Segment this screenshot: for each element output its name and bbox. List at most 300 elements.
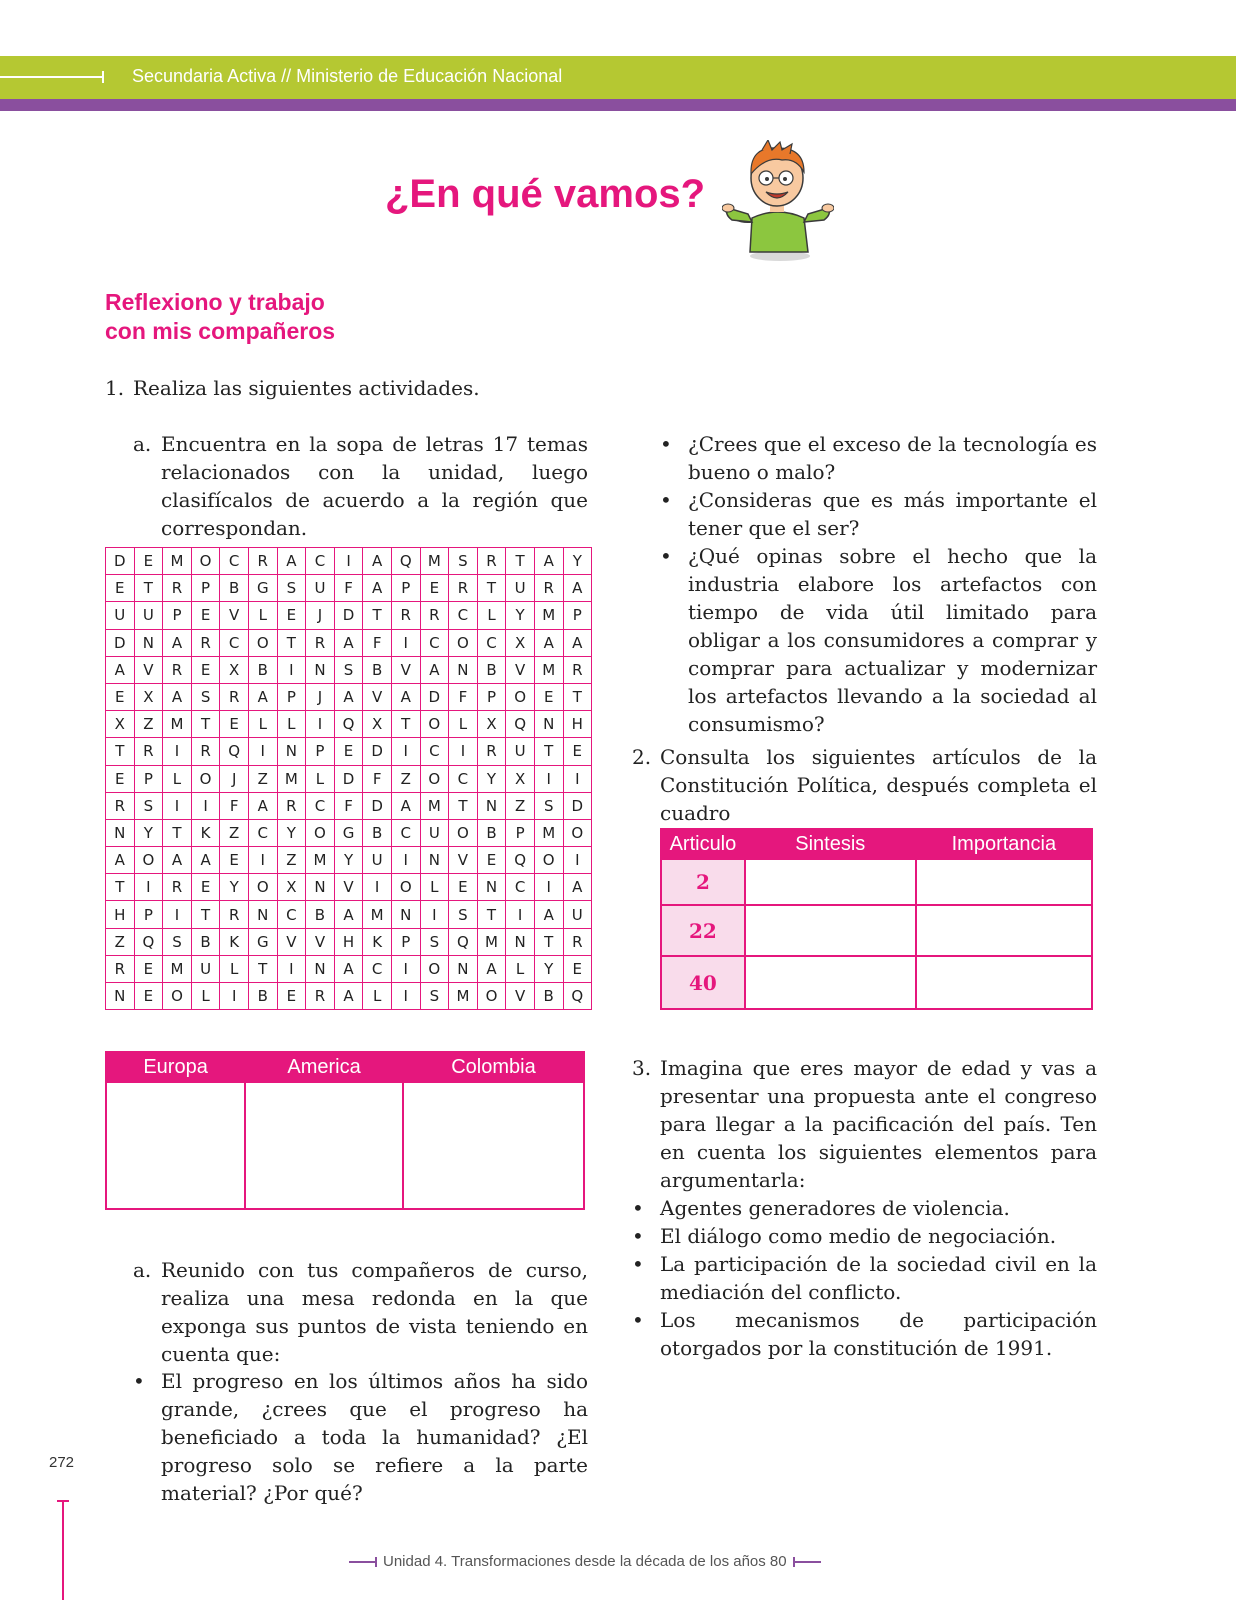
word-search-cell[interactable]: S [534, 792, 563, 819]
word-search-cell[interactable]: R [220, 901, 249, 928]
word-search-cell[interactable]: L [163, 765, 192, 792]
word-search-cell[interactable]: S [334, 656, 363, 683]
word-search-cell[interactable]: V [506, 983, 535, 1010]
word-search-cell[interactable]: C [477, 629, 506, 656]
word-search-cell[interactable]: X [277, 874, 306, 901]
article-sintesis-cell[interactable] [745, 905, 916, 956]
word-search-cell[interactable]: E [534, 683, 563, 710]
word-search-cell[interactable]: I [363, 874, 392, 901]
word-search-cell[interactable]: R [191, 738, 220, 765]
word-search-cell[interactable]: O [563, 819, 592, 846]
word-search-cell[interactable]: I [506, 901, 535, 928]
word-search-cell[interactable]: Q [506, 711, 535, 738]
word-search-cell[interactable]: D [563, 792, 592, 819]
word-search-cell[interactable]: L [477, 602, 506, 629]
word-search-cell[interactable]: A [334, 629, 363, 656]
word-search-cell[interactable]: H [106, 901, 135, 928]
word-search-cell[interactable]: U [191, 955, 220, 982]
word-search-cell[interactable]: D [334, 602, 363, 629]
word-search-cell[interactable]: E [134, 983, 163, 1010]
word-search-cell[interactable]: T [506, 548, 535, 575]
word-search-cell[interactable]: T [477, 575, 506, 602]
word-search-cell[interactable]: O [477, 983, 506, 1010]
word-search-cell[interactable]: K [363, 928, 392, 955]
word-search-cell[interactable]: R [477, 548, 506, 575]
word-search-cell[interactable]: I [391, 738, 420, 765]
word-search-cell[interactable]: R [306, 983, 335, 1010]
word-search-cell[interactable]: A [248, 683, 277, 710]
word-search-cell[interactable]: R [106, 792, 135, 819]
word-search-cell[interactable]: Z [134, 711, 163, 738]
word-search-cell[interactable]: H [334, 928, 363, 955]
word-search-cell[interactable]: E [563, 738, 592, 765]
word-search-cell[interactable]: H [563, 711, 592, 738]
word-search-cell[interactable]: M [420, 548, 449, 575]
word-search-cell[interactable]: Y [534, 955, 563, 982]
word-search-cell[interactable]: M [163, 548, 192, 575]
word-search-cell[interactable]: I [563, 847, 592, 874]
word-search-cell[interactable]: P [277, 683, 306, 710]
word-search-cell[interactable]: Y [477, 765, 506, 792]
word-search-cell[interactable]: N [420, 847, 449, 874]
word-search-cell[interactable]: P [134, 901, 163, 928]
word-search-cell[interactable]: I [277, 656, 306, 683]
word-search-cell[interactable]: P [191, 575, 220, 602]
word-search-cell[interactable]: N [477, 874, 506, 901]
word-search-cell[interactable]: Z [106, 928, 135, 955]
word-search-cell[interactable]: Y [220, 874, 249, 901]
word-search-cell[interactable]: N [306, 874, 335, 901]
word-search-cell[interactable]: A [534, 629, 563, 656]
word-search-cell[interactable]: B [220, 575, 249, 602]
word-search-cell[interactable]: V [506, 656, 535, 683]
word-search-cell[interactable]: S [449, 901, 478, 928]
word-search-cell[interactable]: Q [220, 738, 249, 765]
word-search-cell[interactable]: E [191, 602, 220, 629]
word-search-cell[interactable]: G [248, 575, 277, 602]
word-search-cell[interactable]: R [163, 575, 192, 602]
word-search-cell[interactable]: D [106, 629, 135, 656]
word-search-cell[interactable]: C [220, 548, 249, 575]
word-search-cell[interactable]: P [506, 819, 535, 846]
word-search-cell[interactable]: I [191, 792, 220, 819]
word-search-cell[interactable]: E [477, 847, 506, 874]
word-search-cell[interactable]: Y [334, 847, 363, 874]
word-search-cell[interactable]: U [363, 847, 392, 874]
word-search-cell[interactable]: D [363, 738, 392, 765]
word-search-cell[interactable]: Y [134, 819, 163, 846]
word-search-cell[interactable]: X [363, 711, 392, 738]
word-search-cell[interactable]: M [163, 711, 192, 738]
word-search-cell[interactable]: X [506, 765, 535, 792]
word-search-cell[interactable]: P [563, 602, 592, 629]
word-search-cell[interactable]: U [306, 575, 335, 602]
word-search-cell[interactable]: O [191, 765, 220, 792]
word-search-cell[interactable]: T [106, 738, 135, 765]
word-search-cell[interactable]: C [506, 874, 535, 901]
word-search-cell[interactable]: B [191, 928, 220, 955]
word-search-cell[interactable]: C [363, 955, 392, 982]
word-search-cell[interactable]: I [534, 874, 563, 901]
word-search-cell[interactable]: I [134, 874, 163, 901]
word-search-cell[interactable]: M [277, 765, 306, 792]
word-search-cell[interactable]: S [449, 548, 478, 575]
word-search-cell[interactable]: T [163, 819, 192, 846]
word-search-cell[interactable]: A [106, 847, 135, 874]
word-search-cell[interactable]: L [420, 874, 449, 901]
word-search-cell[interactable]: I [449, 738, 478, 765]
word-search-cell[interactable]: X [477, 711, 506, 738]
word-search-cell[interactable]: E [220, 847, 249, 874]
word-search-cell[interactable]: O [449, 629, 478, 656]
word-search-cell[interactable]: O [420, 955, 449, 982]
word-search-cell[interactable]: R [534, 575, 563, 602]
word-search-cell[interactable]: N [134, 629, 163, 656]
word-search-cell[interactable]: A [163, 683, 192, 710]
word-search-cell[interactable]: Q [506, 847, 535, 874]
word-search-cell[interactable]: S [134, 792, 163, 819]
word-search-cell[interactable]: M [477, 928, 506, 955]
word-search-cell[interactable]: T [248, 955, 277, 982]
word-search-cell[interactable]: A [563, 629, 592, 656]
word-search-cell[interactable]: I [248, 738, 277, 765]
word-search-cell[interactable]: T [449, 792, 478, 819]
word-search-cell[interactable]: U [506, 738, 535, 765]
word-search-cell[interactable]: O [163, 983, 192, 1010]
word-search-cell[interactable]: R [220, 683, 249, 710]
word-search-cell[interactable]: P [306, 738, 335, 765]
word-search-cell[interactable]: E [334, 738, 363, 765]
word-search-cell[interactable]: E [134, 548, 163, 575]
word-search-cell[interactable]: T [363, 602, 392, 629]
word-search-cell[interactable]: R [191, 629, 220, 656]
word-search-cell[interactable]: N [477, 792, 506, 819]
word-search-cell[interactable]: A [420, 656, 449, 683]
word-search-cell[interactable]: T [191, 901, 220, 928]
word-search-cell[interactable]: Q [449, 928, 478, 955]
region-cell-europa[interactable] [106, 1082, 245, 1209]
word-search-cell[interactable]: T [563, 683, 592, 710]
word-search-cell[interactable]: T [534, 928, 563, 955]
word-search-cell[interactable]: E [220, 711, 249, 738]
word-search-cell[interactable]: A [363, 548, 392, 575]
word-search-cell[interactable]: F [334, 792, 363, 819]
word-search-cell[interactable]: I [391, 847, 420, 874]
word-search-cell[interactable]: T [277, 629, 306, 656]
word-search-cell[interactable]: I [391, 983, 420, 1010]
word-search-cell[interactable]: A [334, 983, 363, 1010]
word-search-cell[interactable]: S [191, 683, 220, 710]
word-search-cell[interactable]: A [248, 792, 277, 819]
word-search-cell[interactable]: N [306, 656, 335, 683]
word-search-cell[interactable]: E [106, 683, 135, 710]
word-search-cell[interactable]: O [506, 683, 535, 710]
word-search-cell[interactable]: I [420, 901, 449, 928]
word-search-cell[interactable]: A [391, 792, 420, 819]
word-search-cell[interactable]: A [334, 955, 363, 982]
word-search-cell[interactable]: M [163, 955, 192, 982]
word-search-cell[interactable]: C [306, 792, 335, 819]
word-search-cell[interactable]: V [391, 656, 420, 683]
word-search-cell[interactable]: Q [134, 928, 163, 955]
word-search-cell[interactable]: F [363, 629, 392, 656]
word-search-cell[interactable]: A [163, 847, 192, 874]
word-search-cell[interactable]: M [449, 983, 478, 1010]
word-search-cell[interactable]: O [449, 819, 478, 846]
word-search-cell[interactable]: I [277, 955, 306, 982]
word-search-cell[interactable]: I [220, 983, 249, 1010]
word-search-cell[interactable]: Z [277, 847, 306, 874]
word-search-cell[interactable]: T [191, 711, 220, 738]
word-search-cell[interactable]: I [163, 738, 192, 765]
word-search-cell[interactable]: A [563, 575, 592, 602]
word-search-cell[interactable]: V [334, 874, 363, 901]
word-search-cell[interactable]: E [420, 575, 449, 602]
word-search-cell[interactable]: R [163, 656, 192, 683]
word-search-cell[interactable]: I [534, 765, 563, 792]
word-search-cell[interactable]: R [449, 575, 478, 602]
word-search-cell[interactable]: P [477, 683, 506, 710]
word-search-cell[interactable]: T [477, 901, 506, 928]
article-importancia-cell[interactable] [916, 956, 1092, 1009]
word-search-cell[interactable]: Q [334, 711, 363, 738]
word-search-cell[interactable]: I [163, 901, 192, 928]
word-search-cell[interactable]: T [106, 874, 135, 901]
word-search-cell[interactable]: E [277, 602, 306, 629]
word-search-cell[interactable]: E [134, 955, 163, 982]
word-search-cell[interactable]: N [449, 656, 478, 683]
word-search-cell[interactable]: E [191, 874, 220, 901]
word-search-cell[interactable]: N [534, 711, 563, 738]
word-search-cell[interactable]: N [248, 901, 277, 928]
word-search-cell[interactable]: F [363, 765, 392, 792]
right-bullet-item [660, 542, 1097, 738]
word-search-cell[interactable]: E [563, 955, 592, 982]
word-search-cell[interactable]: L [277, 711, 306, 738]
region-cell-colombia[interactable] [403, 1082, 584, 1209]
word-search-cell[interactable]: R [420, 602, 449, 629]
word-search-cell[interactable]: P [134, 765, 163, 792]
word-search-cell[interactable]: B [477, 656, 506, 683]
word-search-cell[interactable]: M [534, 602, 563, 629]
word-search-cell[interactable]: C [306, 548, 335, 575]
word-search-cell[interactable]: O [134, 847, 163, 874]
word-search-cell[interactable]: L [449, 711, 478, 738]
word-search-cell[interactable]: C [277, 901, 306, 928]
word-search-cell[interactable]: C [220, 629, 249, 656]
word-search-cell[interactable]: V [306, 928, 335, 955]
word-search-cell[interactable]: L [248, 602, 277, 629]
word-search-cell[interactable]: P [391, 928, 420, 955]
word-search-cell[interactable]: N [277, 738, 306, 765]
word-search-cell[interactable]: I [306, 711, 335, 738]
word-search-cell[interactable]: I [248, 847, 277, 874]
word-search-cell[interactable]: A [391, 683, 420, 710]
word-search-cell[interactable]: V [277, 928, 306, 955]
word-search-cell[interactable]: R [277, 792, 306, 819]
word-search-cell[interactable]: T [134, 575, 163, 602]
section-heading-line2: con mis compañeros [105, 318, 336, 344]
word-search-cell[interactable]: C [420, 629, 449, 656]
word-search-cell[interactable]: O [306, 819, 335, 846]
article-sintesis-cell[interactable] [745, 859, 916, 905]
word-search-cell[interactable]: C [449, 602, 478, 629]
word-search-cell[interactable]: E [449, 874, 478, 901]
word-search-cell[interactable]: A [191, 847, 220, 874]
word-search-cell[interactable]: D [334, 765, 363, 792]
word-search-cell[interactable]: K [191, 819, 220, 846]
word-search-cell[interactable]: A [563, 874, 592, 901]
word-search-cell[interactable]: A [334, 683, 363, 710]
word-search-cell[interactable]: D [363, 792, 392, 819]
word-search-cell[interactable]: O [420, 765, 449, 792]
word-search-cell[interactable]: Y [506, 602, 535, 629]
word-search-cell[interactable]: N [306, 955, 335, 982]
word-search-cell[interactable]: M [534, 819, 563, 846]
word-search-cell[interactable]: Q [563, 983, 592, 1010]
word-search-cell[interactable]: N [106, 983, 135, 1010]
word-search-cell[interactable]: R [477, 738, 506, 765]
word-search-cell[interactable]: U [506, 575, 535, 602]
word-search-cell[interactable]: O [248, 629, 277, 656]
word-search-cell[interactable]: D [420, 683, 449, 710]
word-search-cell[interactable]: G [248, 928, 277, 955]
word-search-cell[interactable]: R [106, 955, 135, 982]
word-search-cell[interactable]: S [163, 928, 192, 955]
word-search-cell[interactable]: A [534, 548, 563, 575]
word-search-cell[interactable]: E [106, 765, 135, 792]
word-search-cell[interactable]: R [563, 928, 592, 955]
word-search-cell[interactable]: C [248, 819, 277, 846]
word-search-cell[interactable]: X [134, 683, 163, 710]
word-search-cell[interactable]: I [391, 629, 420, 656]
word-search-cell[interactable]: Z [391, 765, 420, 792]
word-search-cell[interactable]: Z [506, 792, 535, 819]
word-search-cell[interactable]: P [391, 575, 420, 602]
word-search-cell[interactable]: E [277, 983, 306, 1010]
word-search-cell[interactable]: B [306, 901, 335, 928]
word-search-cell[interactable]: L [306, 765, 335, 792]
word-search-cell[interactable]: I [563, 765, 592, 792]
word-search-cell[interactable]: U [563, 901, 592, 928]
word-search-cell[interactable]: L [220, 955, 249, 982]
word-search-cell[interactable]: X [506, 629, 535, 656]
word-search-cell[interactable]: X [106, 711, 135, 738]
word-search-cell[interactable]: S [420, 928, 449, 955]
word-search-cell[interactable]: O [534, 847, 563, 874]
word-search-cell[interactable]: Z [220, 819, 249, 846]
word-search-cell[interactable]: E [106, 575, 135, 602]
article-importancia-cell[interactable] [916, 859, 1092, 905]
word-search-cell[interactable]: I [163, 792, 192, 819]
word-search-cell[interactable]: U [106, 602, 135, 629]
word-search-cell[interactable]: A [534, 901, 563, 928]
word-search-cell[interactable]: Y [277, 819, 306, 846]
word-search-cell[interactable]: S [277, 575, 306, 602]
word-search-cell[interactable]: N [449, 955, 478, 982]
word-search-cell[interactable]: A [163, 629, 192, 656]
word-search-cell[interactable]: F [449, 683, 478, 710]
word-search-cell[interactable]: L [363, 983, 392, 1010]
word-search-cell[interactable]: A [363, 575, 392, 602]
word-search-cell[interactable]: N [506, 928, 535, 955]
word-search-cell[interactable]: O [391, 874, 420, 901]
word-search-cell[interactable]: K [220, 928, 249, 955]
word-search-cell[interactable]: M [363, 901, 392, 928]
word-search-cell[interactable]: C [420, 738, 449, 765]
word-search-cell[interactable]: R [248, 548, 277, 575]
word-search-cell[interactable]: G [334, 819, 363, 846]
region-cell-america[interactable] [245, 1082, 403, 1209]
word-search-cell[interactable]: A [277, 548, 306, 575]
word-search-cell[interactable]: O [248, 874, 277, 901]
word-search-cell[interactable]: B [477, 819, 506, 846]
word-search-cell[interactable]: V [363, 683, 392, 710]
word-search-cell[interactable]: R [563, 656, 592, 683]
word-search-cell[interactable]: M [420, 792, 449, 819]
word-search-cell[interactable]: O [420, 711, 449, 738]
word-search-cell[interactable]: A [477, 955, 506, 982]
word-search-cell[interactable]: I [334, 548, 363, 575]
word-search-cell[interactable]: P [163, 602, 192, 629]
word-search-cell[interactable]: C [449, 765, 478, 792]
word-search-cell[interactable]: B [363, 656, 392, 683]
word-search-cell[interactable]: I [391, 955, 420, 982]
word-search-cell[interactable]: B [534, 983, 563, 1010]
word-search-cell[interactable]: J [306, 602, 335, 629]
word-search-cell[interactable]: V [134, 656, 163, 683]
word-search-cell[interactable]: J [220, 765, 249, 792]
word-search-cell[interactable]: L [191, 983, 220, 1010]
word-search-cell[interactable]: B [248, 656, 277, 683]
word-search-cell[interactable]: L [506, 955, 535, 982]
word-search-cell[interactable]: R [306, 629, 335, 656]
word-search-cell[interactable]: F [220, 792, 249, 819]
word-search-cell[interactable]: Z [248, 765, 277, 792]
word-search-cell[interactable]: R [163, 874, 192, 901]
word-search-cell[interactable]: T [534, 738, 563, 765]
word-search-cell[interactable]: E [191, 656, 220, 683]
article-importancia-cell[interactable] [916, 905, 1092, 956]
word-search-cell[interactable]: A [334, 901, 363, 928]
word-search-cell[interactable]: O [191, 548, 220, 575]
word-search-cell[interactable]: A [106, 656, 135, 683]
word-search-cell[interactable]: L [248, 711, 277, 738]
word-search-cell[interactable]: M [534, 656, 563, 683]
word-search-cell[interactable]: X [220, 656, 249, 683]
word-search-cell[interactable]: C [391, 819, 420, 846]
word-search-cell[interactable]: U [134, 602, 163, 629]
word-search-cell[interactable]: Q [391, 548, 420, 575]
word-search-cell[interactable]: B [248, 983, 277, 1010]
word-search-cell[interactable]: V [449, 847, 478, 874]
word-search-cell[interactable]: F [334, 575, 363, 602]
word-search-cell[interactable]: M [306, 847, 335, 874]
article-sintesis-cell[interactable] [745, 956, 916, 1009]
word-search-cell[interactable]: N [106, 819, 135, 846]
word-search-cell[interactable]: Y [563, 548, 592, 575]
word-search-cell[interactable]: U [420, 819, 449, 846]
word-search-cell[interactable]: B [363, 819, 392, 846]
word-search-cell[interactable]: T [391, 711, 420, 738]
word-search-cell[interactable]: R [391, 602, 420, 629]
word-search-cell[interactable]: V [220, 602, 249, 629]
word-search-cell[interactable]: D [106, 548, 135, 575]
word-search-cell[interactable]: J [306, 683, 335, 710]
word-search-cell[interactable]: S [420, 983, 449, 1010]
word-search-cell[interactable]: N [391, 901, 420, 928]
word-search-cell[interactable]: R [134, 738, 163, 765]
